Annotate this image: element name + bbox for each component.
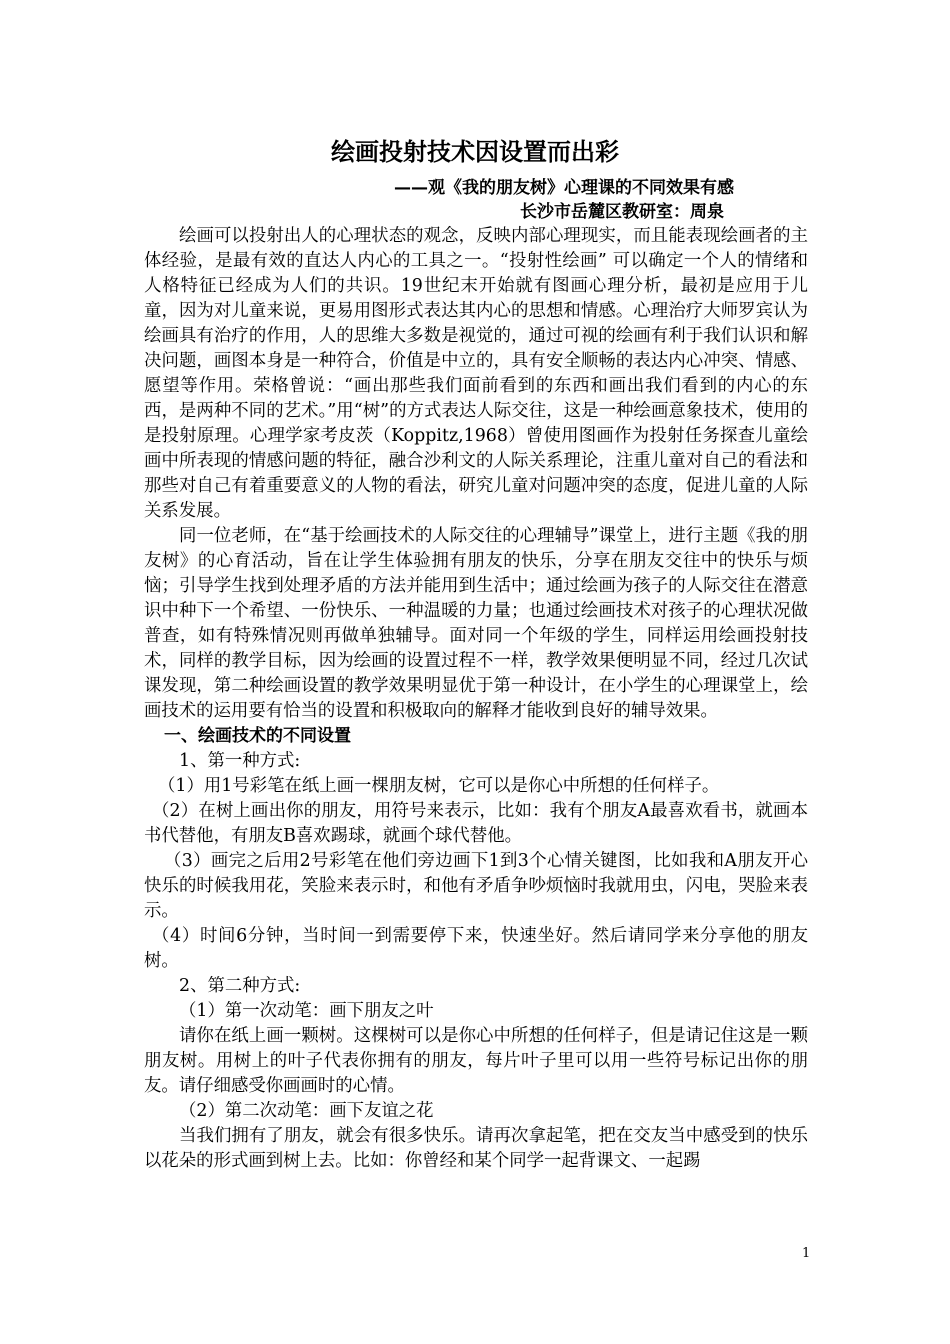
method2-step1-label: （1）第一次动笔：画下朋友之叶 <box>179 1001 434 1021</box>
document-title: 绘画投射技术因设置而出彩 <box>331 138 619 166</box>
document-body <box>144 224 808 1174</box>
document-author: 长沙市岳麓区教研室：周泉 <box>520 202 724 222</box>
page-number: 1 <box>802 1246 811 1261</box>
method1-step: （3）画完之后用2号彩笔在他们旁边画下1到3个心情关键图，比如我和A朋友开心快乐的时候我用花，笑脸来表示时，和他有矛盾争吵烦恼时我就用虫，闪电，哭脸来表示。 <box>144 851 808 921</box>
method2-step1-text: 请你在纸上画一颗树。这棵树可以是你心中所想的任何样子，但是请记住这是一颗朋友树。用树上的叶子代表你拥有的朋友，每片叶子里可以用一些符号标记出你的朋友。请仔细感受你画画时的心情。 <box>144 1026 808 1096</box>
method1-label: 1、第一种方式: <box>179 751 301 771</box>
method1-step: （2）在树上画出你的朋友，用符号来表示，比如：我有个朋友A最喜欢看书，就画本书代替他，有朋友B喜欢踢球，就画个球代替他。 <box>144 801 808 846</box>
method2-step2-text: 当我们拥有了朋友，就会有很多快乐。请再次拿起笔，把在交友当中感受到的快乐以花朵的形式画到树上去。比如：你曾经和某个同学一起背课文、一起踢 <box>144 1126 808 1171</box>
method2-step2-label: （2）第二次动笔：画下友谊之花 <box>179 1101 434 1121</box>
paragraph: 同一位老师，在“基于绘画技术的人际交往的心理辅导”课堂上，进行主题《我的朋友树》的心育活动，旨在让学生体验拥有朋友的快乐，分享在朋友交往中的快乐与烦恼；引导学生找到处理矛盾的方法并能用到生活中；通过绘画为孩子的人际交往在潜意识中种下一个希望、一份快乐、一种温暖的力量；也通过绘画技术对孩子的心理状况做普查，如有特殊情况则再做单独辅导。面对同一个年级的学生，同样运用绘画投射技术，同样的教学目标，因为绘画的设置过程不一样，教学效果便明显不同，经过几次试课发现，第二种绘画设置的教学效果明显优于第一种设计，在小学生的心理课堂上，绘画技术的运用要有恰当的设置和积极取向的解释才能收到良好的辅导效果。 <box>144 526 808 721</box>
paragraph: 绘画可以投射出人的心理状态的观念，反映内部心理现实，而且能表现绘画者的主体经验，是最有效的直达人内心的工具之一。“投射性绘画” 可以确定一个人的情绪和人格特征已经成为人们的共识。19世纪末开始就有图画心理分析，最初是应用于儿童，因为对儿童来说，更易用图形式表达其内心的思想和情感。心理治疗大师罗宾认为绘画具有治疗的作用，人的思维大多数是视觉的，通过可视的绘画有利于我们认识和解决问题，画图本身是一种符合，价值是中立的，具有安全顺畅的表达内心冲突、情感、愿望等作用。荣格曾说：“画出那些我们面前看到的东西和画出我们看到的内心的东西，是两种不同的艺术。”用“树”的方式表达人际交往，这是一种绘画意象技术，使用的是投射原理。心理学家考皮茨（Koppitz,1968）曾使用图画作为投射任务探查儿童绘画中所表现的情感问题的特征，融合沙利文的人际关系理论，注重儿童对自己的看法和那些对自己有着重要意义的人物的看法，研究儿童对问题冲突的态度，促进儿童的人际关系发展。 <box>144 226 808 521</box>
document-subtitle: ——观《我的朋友树》心理课的不同效果有感 <box>394 178 734 198</box>
method1-step: （1）用1号彩笔在纸上画一棵朋友树，它可以是你心中所想的任何样子。 <box>158 776 720 796</box>
method1-step: （4）时间6分钟，当时间一到需要停下来，快速坐好。然后请同学来分享他的朋友树。 <box>144 926 808 971</box>
method2-label: 2、第二种方式: <box>179 976 301 996</box>
section-heading: 一、绘画技术的不同设置 <box>164 726 351 746</box>
